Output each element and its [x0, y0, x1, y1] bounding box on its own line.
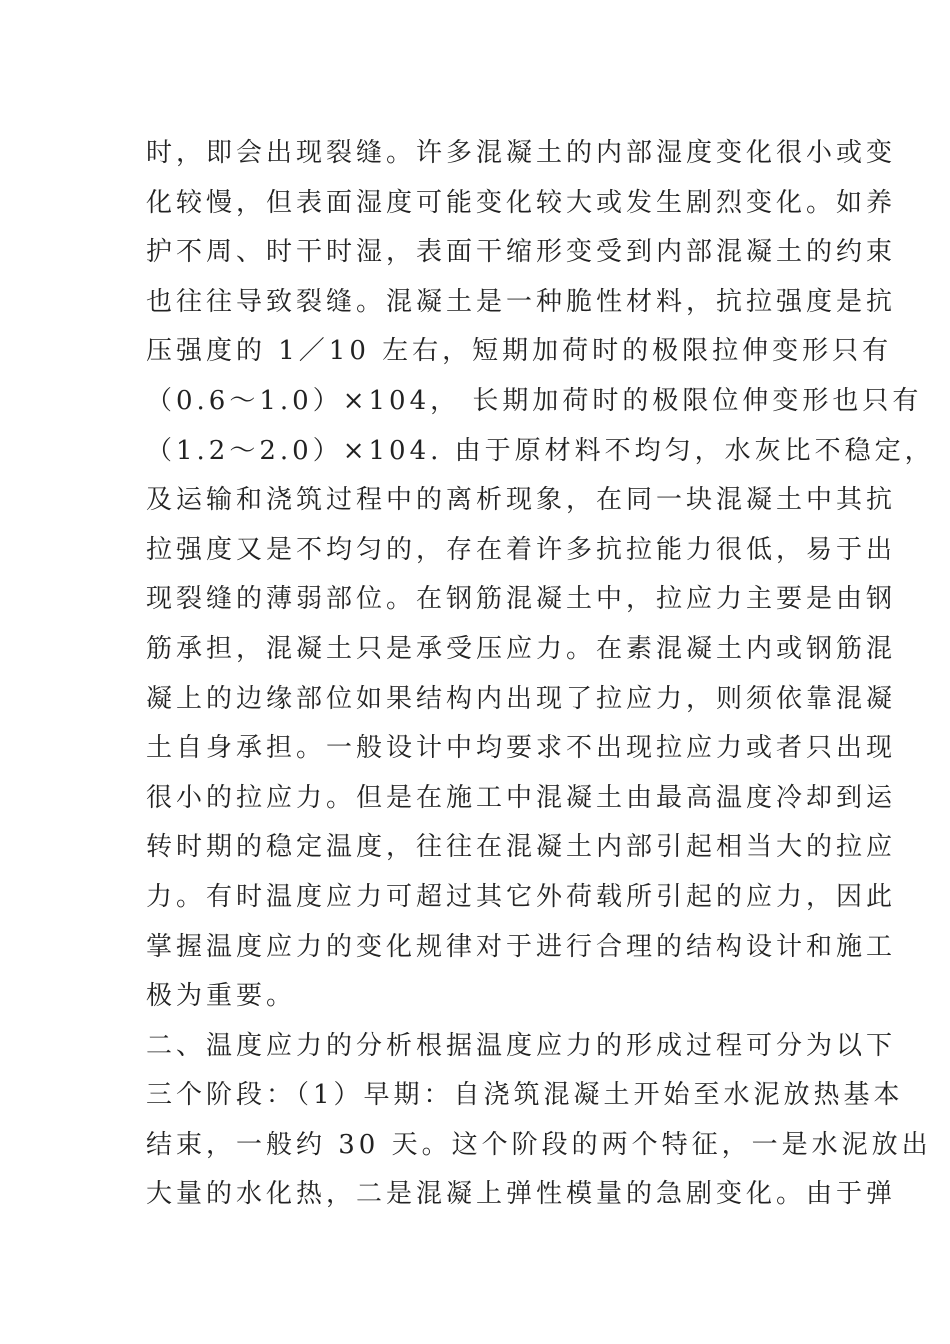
text-line: 土自身承担。一般设计中均要求不出现拉应力或者只出现 — [146, 733, 897, 764]
text-line: 化较慢，但表面湿度可能变化较大或发生剧烈变化。如养 — [146, 187, 897, 218]
text-line: （1.2～2.0）×104. 由于原材料不均匀，水灰比不稳定， — [146, 435, 935, 466]
text-line: 现裂缝的薄弱部位。在钢筋混凝土中，拉应力主要是由钢 — [146, 584, 897, 615]
text-line: 压强度的 1／10 左右，短期加荷时的极限拉伸变形只有 — [146, 336, 893, 367]
text-line: 筋承担，混凝土只是承受压应力。在素混凝土内或钢筋混 — [146, 633, 897, 664]
text-line: 护不周、时干时湿，表面干缩形变受到内部混凝土的约束 — [146, 237, 897, 268]
text-line: 拉强度又是不均匀的，存在着许多抗拉能力很低，易于出 — [146, 534, 897, 565]
text-line: 三个阶段：（1）早期：自浇筑混凝土开始至水泥放热基本 — [146, 1080, 904, 1111]
body-text — [146, 129, 935, 1220]
text-line: 也往往导致裂缝。混凝土是一种脆性材料，抗拉强度是抗 — [146, 286, 897, 317]
text-line: 凝上的边缘部位如果结构内出现了拉应力，则须依靠混凝 — [146, 683, 897, 714]
text-line: 大量的水化热，二是混凝上弹性模量的急剧变化。由于弹 — [146, 1179, 897, 1210]
text-line: 及运输和浇筑过程中的离析现象，在同一块混凝土中其抗 — [146, 485, 897, 516]
section-heading-line: 二、温度应力的分析根据温度应力的形成过程可分为以下 — [146, 1030, 897, 1061]
text-line: （0.6～1.0）×104， 长期加荷时的极限位伸变形也只有 — [146, 385, 923, 416]
text-line: 掌握温度应力的变化规律对于进行合理的结构设计和施工 — [146, 931, 897, 962]
text-line: 结束，一般约 30 天。这个阶段的两个特征，一是水泥放出 — [146, 1129, 932, 1160]
text-line: 转时期的稳定温度，往往在混凝土内部引起相当大的拉应 — [146, 832, 897, 863]
text-line: 很小的拉应力。但是在施工中混凝土由最高温度冷却到运 — [146, 782, 897, 813]
text-line: 力。有时温度应力可超过其它外荷载所引起的应力，因此 — [146, 881, 897, 912]
text-line: 时，即会出现裂缝。许多混凝土的内部湿度变化很小或变 — [146, 138, 897, 168]
text-line: 极为重要。 — [146, 981, 297, 1012]
